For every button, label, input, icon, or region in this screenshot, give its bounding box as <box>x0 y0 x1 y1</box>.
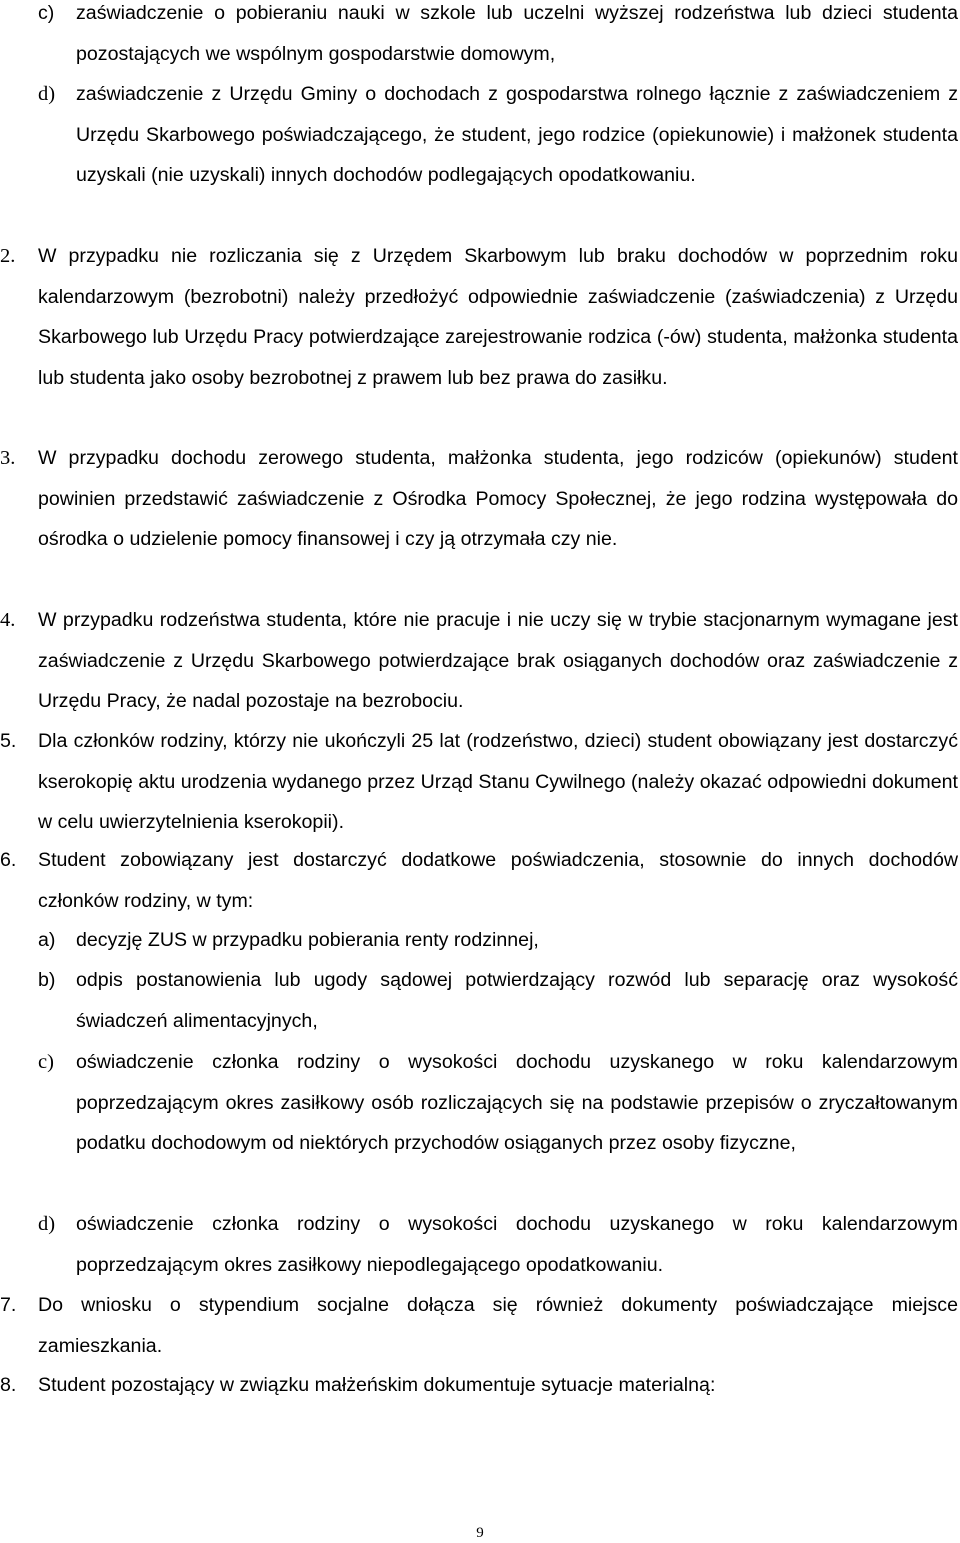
list-marker: 6. <box>0 849 17 871</box>
list-marker: b) <box>38 969 56 991</box>
list-item-6b-court-settlement <box>38 960 958 1041</box>
list-item-3-zero-income <box>0 438 958 560</box>
list-marker: 2. <box>0 245 16 267</box>
list-marker: c) <box>38 1051 54 1073</box>
list-marker: c) <box>38 2 55 24</box>
page-number: 9 <box>476 1525 484 1541</box>
list-item-c-school-certificate <box>38 0 958 74</box>
list-marker: 8. <box>0 1374 17 1396</box>
list-item-d-farm-income-certificate <box>38 74 958 196</box>
list-marker: 5. <box>0 730 17 752</box>
list-item-4-siblings <box>0 600 958 722</box>
list-item-text: W przypadku rodzeństwa studenta, które nie pracuje i nie uczy się w trybie stacjonarnym wymagane jest zaświadczenie z Urzędu Skarbowego potwierdzające brak osiąganych dochodów oraz zaświadczenie z Urzędu Pracy, że nadal pozostaje na bezrobociu. <box>38 609 958 712</box>
list-marker: d) <box>38 83 56 105</box>
list-marker: a) <box>38 929 56 951</box>
list-item-text: Dla członków rodziny, którzy nie ukończyli 25 lat (rodzeństwo, dzieci) student obowiązany jest dostarczyć kserokopię aktu urodzenia wydanego przez Urząd Stanu Cywilnego (należy okazać odpowiedni dokument w celu uwierzytelnienia kserokopii). <box>38 730 958 833</box>
list-item-6-additional-documents <box>0 840 958 921</box>
list-marker: 7. <box>0 1294 17 1316</box>
list-marker: 4. <box>0 609 16 631</box>
list-item-text: Student zobowiązany jest dostarczyć dodatkowe poświadczenia, stosownie do innych dochodów członków rodziny, w tym: <box>38 849 958 912</box>
list-marker: d) <box>38 1213 56 1235</box>
list-item-text: W przypadku dochodu zerowego studenta, małżonka studenta, jego rodziców (opiekunów) student powinien przedstawić zaświadczenie z Ośrodka Pomocy Społecznej, że jego rodzina występowała do ośrodka o udzielenie pomocy finansowej i czy ją otrzymała czy nie. <box>38 447 958 550</box>
list-item-2-unemployed <box>0 236 958 398</box>
list-item-6c-flat-tax-statement <box>38 1042 958 1164</box>
list-item-text: zaświadczenie z Urzędu Gminy o dochodach z gospodarstwa rolnego łącznie z zaświadczeniem z Urzędu Skarbowego poświadczającego, że student, jego rodzice (opiekunowie) i małżonek studenta uzyskali (nie uzyskali) innych dochodów podlegających opodatkowaniu. <box>76 83 958 186</box>
list-item-5-birth-certificate <box>0 721 958 843</box>
list-item-text: oświadczenie członka rodziny o wysokości dochodu uzyskanego w roku kalendarzowym poprzedzającym okres zasiłkowy niepodlegającego opodatkowaniu. <box>76 1213 958 1276</box>
list-item-6d-untaxed-income-statement <box>38 1204 958 1285</box>
list-item-text: Student pozostający w związku małżeńskim dokumentuje sytuacje materialną: <box>38 1374 716 1396</box>
list-item-text: Do wniosku o stypendium socjalne dołącza się również dokumenty poświadczające miejsce zamieszkania. <box>38 1294 958 1357</box>
list-item-text: decyzję ZUS w przypadku pobierania renty rodzinnej, <box>76 929 539 951</box>
list-item-text: W przypadku nie rozliczania się z Urzędem Skarbowym lub braku dochodów w poprzednim roku kalendarzowym (bezrobotni) należy przedłożyć odpowiednie zaświadczenie (zaświadczenia) z Urzędu Skarbowego lub Urzędu Pracy potwierdzające zarejestrowanie rodzica (-ów) studenta, małżonka studenta lub studenta jako osoby bezrobotnej z prawem lub bez prawa do zasiłku. <box>38 245 958 389</box>
list-item-text: odpis postanowienia lub ugody sądowej potwierdzający rozwód lub separację oraz wysokość świadczeń alimentacyjnych, <box>76 969 958 1032</box>
list-item-8-married-student <box>0 1365 958 1406</box>
list-item-text: oświadczenie członka rodziny o wysokości dochodu uzyskanego w roku kalendarzowym poprzedzającym okres zasiłkowy osób rozliczających się na podstawie przepisów o zryczałtowanym podatku dochodowym od niektórych przychodów osiąganych przez osoby fizyczne, <box>76 1051 958 1154</box>
list-item-7-residence-documents <box>0 1285 958 1366</box>
list-item-6a-zus-decision <box>38 920 958 961</box>
list-item-text: zaświadczenie o pobieraniu nauki w szkole lub uczelni wyższej rodzeństwa lub dzieci studenta pozostających we wspólnym gospodarstwie domowym, <box>76 2 958 65</box>
list-marker: 3. <box>0 447 16 469</box>
